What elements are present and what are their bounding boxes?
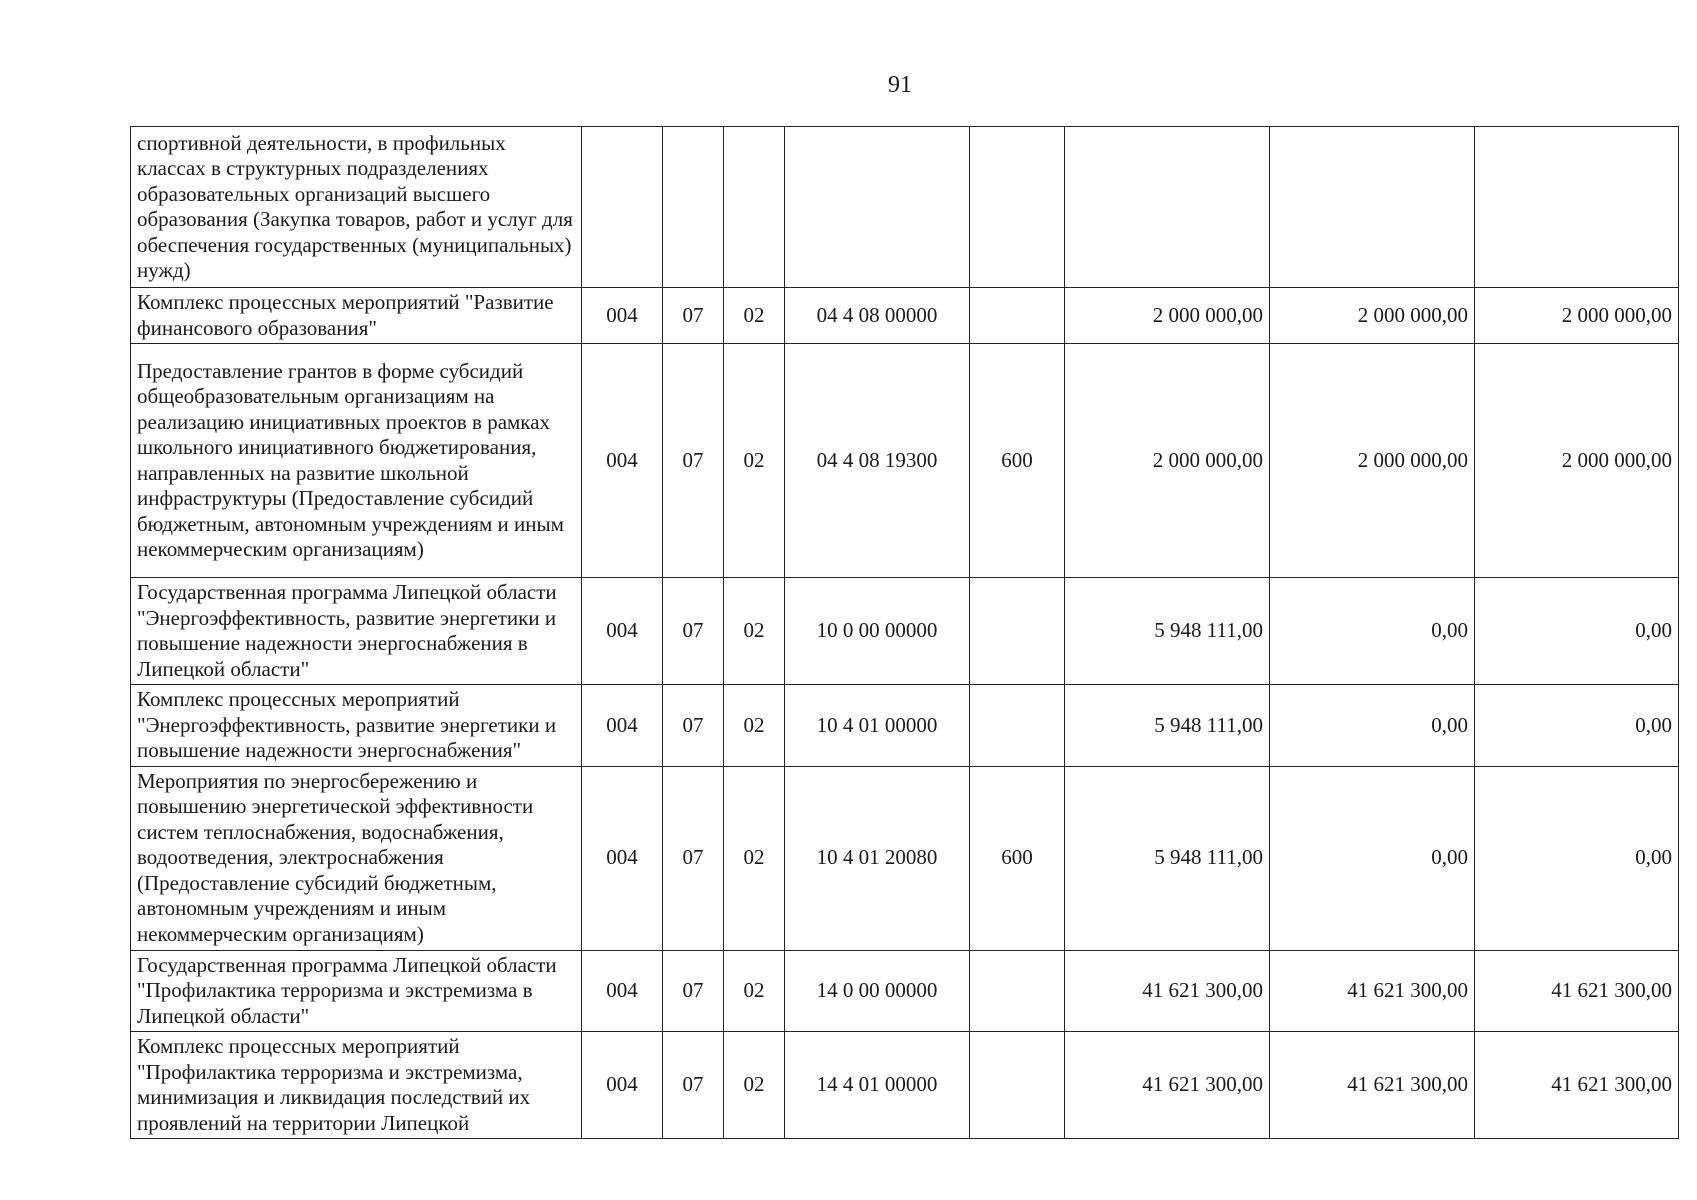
cell-sum-2: 2 000 000,00	[1270, 288, 1475, 344]
cell-csr	[785, 127, 970, 288]
cell-pr: 02	[724, 685, 785, 767]
cell-rz: 07	[663, 766, 724, 950]
cell-sum-3: 0,00	[1475, 766, 1679, 950]
cell-sum-1: 5 948 111,00	[1065, 766, 1270, 950]
cell-sum-2: 2 000 000,00	[1270, 344, 1475, 578]
cell-vr	[970, 950, 1065, 1032]
row-name: Мероприятия по энергосбережению и повышению энергетической эффективности систем теплоснабжения, водоснабжения, водоотведения, электроснабжения (Предоставление субсидий бюджетным, автономным учреждениям и иным некоммерческим организациям)	[131, 766, 582, 950]
cell-vr: 600	[970, 766, 1065, 950]
row-name: Комплекс процессных мероприятий "Развитие финансового образования"	[131, 288, 582, 344]
cell-sum-2	[1270, 127, 1475, 288]
row-name: Государственная программа Липецкой области "Профилактика терроризма и экстремизма в Липецкой области"	[131, 950, 582, 1032]
table-row	[131, 288, 1679, 344]
cell-csr: 04 4 08 19300	[785, 344, 970, 578]
cell-ved: 004	[582, 950, 663, 1032]
cell-csr: 14 0 00 00000	[785, 950, 970, 1032]
cell-pr: 02	[724, 288, 785, 344]
budget-table	[130, 126, 1679, 1139]
cell-sum-2: 0,00	[1270, 766, 1475, 950]
cell-sum-3: 0,00	[1475, 685, 1679, 767]
cell-ved: 004	[582, 578, 663, 685]
cell-sum-3: 0,00	[1475, 578, 1679, 685]
cell-rz: 07	[663, 1032, 724, 1139]
cell-csr: 10 4 01 20080	[785, 766, 970, 950]
cell-vr: 600	[970, 344, 1065, 578]
cell-sum-2: 41 621 300,00	[1270, 950, 1475, 1032]
table-row	[131, 578, 1679, 685]
cell-sum-2: 41 621 300,00	[1270, 1032, 1475, 1139]
cell-pr: 02	[724, 766, 785, 950]
cell-ved: 004	[582, 344, 663, 578]
cell-sum-1	[1065, 127, 1270, 288]
table-row	[131, 344, 1679, 578]
cell-sum-1: 5 948 111,00	[1065, 685, 1270, 767]
table-row	[131, 127, 1679, 288]
table-row	[131, 1032, 1679, 1139]
cell-sum-2: 0,00	[1270, 578, 1475, 685]
cell-csr: 14 4 01 00000	[785, 1032, 970, 1139]
cell-sum-1: 2 000 000,00	[1065, 288, 1270, 344]
cell-sum-3	[1475, 127, 1679, 288]
row-name: Предоставление грантов в форме субсидий общеобразовательным организациям на реализацию инициативных проектов в рамках школьного инициативного бюджетирования, направленных на развитие школьной инфраструктуры (Предоставление субсидий бюджетным, автономным учреждениям и иным некоммерческим организациям)	[131, 344, 582, 578]
table-row	[131, 766, 1679, 950]
cell-ved	[582, 127, 663, 288]
cell-sum-3: 41 621 300,00	[1475, 1032, 1679, 1139]
cell-csr: 10 0 00 00000	[785, 578, 970, 685]
cell-rz: 07	[663, 288, 724, 344]
cell-ved: 004	[582, 1032, 663, 1139]
table-row	[131, 685, 1679, 767]
cell-sum-2: 0,00	[1270, 685, 1475, 767]
cell-pr: 02	[724, 1032, 785, 1139]
row-name: Комплекс процессных мероприятий "Энергоэффективность, развитие энергетики и повышение надежности энергоснабжения"	[131, 685, 582, 767]
cell-vr	[970, 1032, 1065, 1139]
cell-sum-1: 5 948 111,00	[1065, 578, 1270, 685]
row-name: Государственная программа Липецкой области "Энергоэффективность, развитие энергетики и повышение надежности энергоснабжения в Липецкой области"	[131, 578, 582, 685]
cell-rz	[663, 127, 724, 288]
cell-sum-3: 2 000 000,00	[1475, 288, 1679, 344]
cell-sum-1: 41 621 300,00	[1065, 1032, 1270, 1139]
cell-rz: 07	[663, 950, 724, 1032]
cell-sum-1: 41 621 300,00	[1065, 950, 1270, 1032]
cell-pr: 02	[724, 950, 785, 1032]
cell-pr: 02	[724, 578, 785, 685]
cell-vr	[970, 288, 1065, 344]
cell-vr	[970, 685, 1065, 767]
cell-csr: 10 4 01 00000	[785, 685, 970, 767]
cell-sum-3: 41 621 300,00	[1475, 950, 1679, 1032]
cell-vr	[970, 127, 1065, 288]
cell-ved: 004	[582, 685, 663, 767]
page-number: 91	[888, 72, 912, 98]
row-name: спортивной деятельности, в профильных классах в структурных подразделениях образовательных организаций высшего образования (Закупка товаров, работ и услуг для обеспечения государственных (муниципальных) нужд)	[131, 127, 582, 288]
cell-vr	[970, 578, 1065, 685]
cell-sum-3: 2 000 000,00	[1475, 344, 1679, 578]
cell-rz: 07	[663, 344, 724, 578]
row-name: Комплекс процессных мероприятий "Профилактика терроризма и экстремизма, минимизация и ликвидация последствий их проявлений на территории Липецкой	[131, 1032, 582, 1139]
table-row	[131, 950, 1679, 1032]
cell-pr: 02	[724, 344, 785, 578]
cell-ved: 004	[582, 288, 663, 344]
cell-rz: 07	[663, 685, 724, 767]
cell-ved: 004	[582, 766, 663, 950]
cell-csr: 04 4 08 00000	[785, 288, 970, 344]
cell-rz: 07	[663, 578, 724, 685]
cell-sum-1: 2 000 000,00	[1065, 344, 1270, 578]
cell-pr	[724, 127, 785, 288]
